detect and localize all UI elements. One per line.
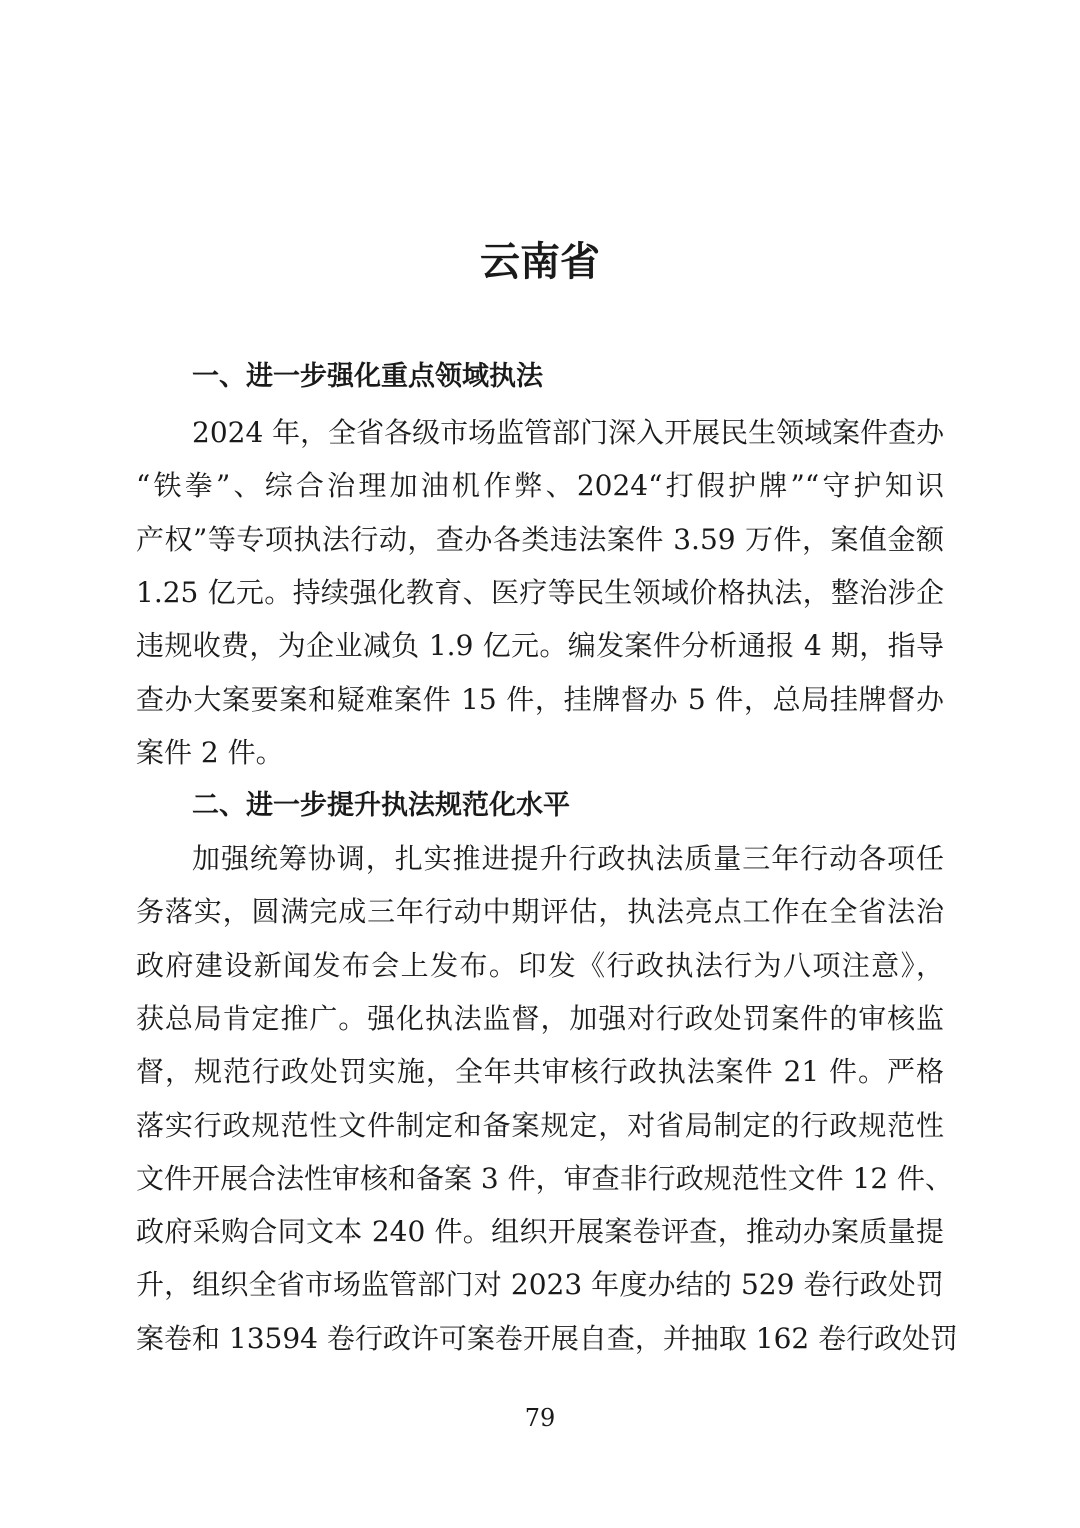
paragraph-line: 政府采购合同文本 240 件。组织开展案卷评查，推动办案质量提 xyxy=(136,1215,944,1249)
paragraph-line: 案卷和 13594 卷行政许可案卷开展自查，并抽取 162 卷行政处罚 xyxy=(136,1321,959,1355)
paragraph-line: 文件开展合法性审核和备案 3 件，审查非行政规范性文件 12 件、 xyxy=(136,1161,954,1195)
paragraph-line: 产权”等专项执法行动，查办各类违法案件 3.59 万件，案值金额 xyxy=(136,522,944,556)
paragraph-line: 获总局肯定推广。强化执法监督，加强对行政处罚案件的审核监 xyxy=(136,1001,944,1035)
section-heading: 二、进一步提升执法规范化水平 xyxy=(192,790,570,821)
paragraph-line: 政府建设新闻发布会上发布。印发《行政执法行为八项注意》， xyxy=(136,948,944,982)
paragraph-line: 加强统筹协调，扎实推进提升行政执法质量三年行动各项任 xyxy=(192,842,944,875)
page-number: 79 xyxy=(524,1404,556,1432)
paragraph-line: 督，规范行政处罚实施，全年共审核行政执法案件 21 件。严格 xyxy=(136,1055,944,1089)
page-title: 云南省 xyxy=(480,239,600,285)
paragraph-line: 查办大案要案和疑难案件 15 件，挂牌督办 5 件，总局挂牌督办 xyxy=(136,682,944,716)
paragraph-line: 升，组织全省市场监管部门对 2023 年度办结的 529 卷行政处罚 xyxy=(136,1268,944,1302)
section-heading: 一、进一步强化重点领域执法 xyxy=(192,361,543,392)
paragraph-line: 案件 2 件。 xyxy=(136,735,284,769)
paragraph-line: 1.25 亿元。持续强化教育、医疗等民生领域价格执法，整治涉企 xyxy=(136,575,944,609)
paragraph-line: 违规收费，为企业减负 1.9 亿元。编发案件分析通报 4 期，指导 xyxy=(136,629,944,663)
paragraph-line: 2024 年，全省各级市场监管部门深入开展民生领域案件查办 xyxy=(192,416,945,449)
paragraph-line: 务落实，圆满完成三年行动中期评估，执法亮点工作在全省法治 xyxy=(136,895,944,929)
paragraph-line: “铁拳”、综合治理加油机作弊、2024“打假护牌”“守护知识 xyxy=(136,469,944,503)
paragraph-line: 落实行政规范性文件制定和备案规定，对省局制定的行政规范性 xyxy=(136,1108,944,1142)
